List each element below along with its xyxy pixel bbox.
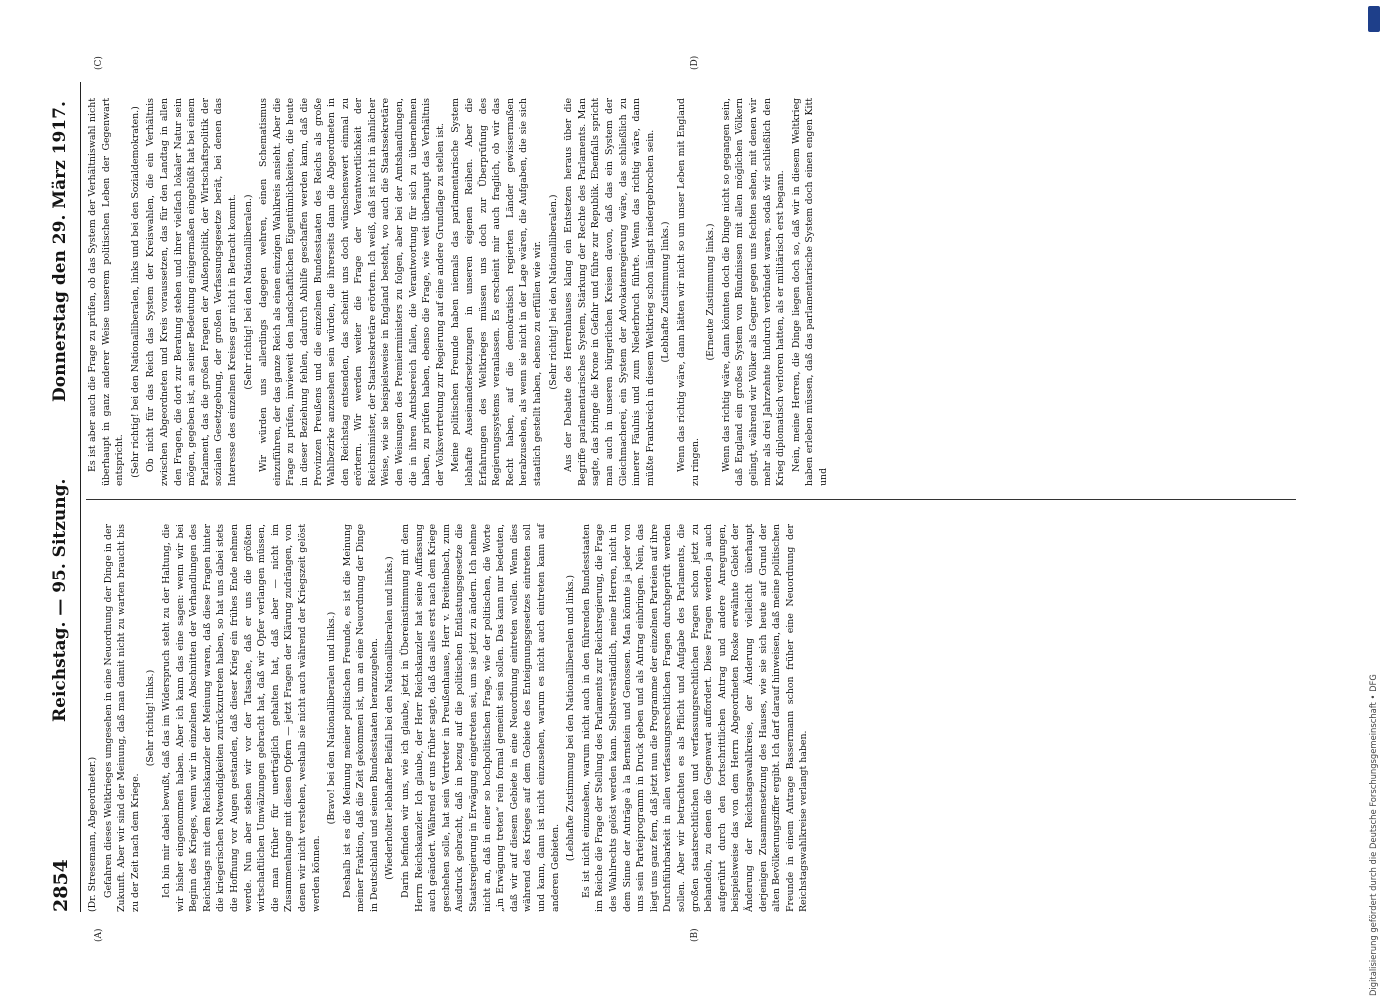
column-divider bbox=[86, 499, 1296, 500]
interjection: (Sehr richtig! bei den Nationalliberalen, links und bei den Sozialdemokraten.) bbox=[129, 106, 141, 478]
interjection: (Bravo! bei den Nationalliberalen und links.) bbox=[326, 611, 338, 825]
left-column bbox=[86, 524, 1271, 912]
paragraph: Aus der Debatte des Herrenhauses klang ein Entsetzen heraus über die Begriffe parlamentarisches System, Stärkung der Rechte des Parlaments. Man sagte, das bringe die Krone in Gefahr und führe zur Republik. Ebenfalls spricht man auch in unseren bürgerlichen Kreisen davon, daß das ein System der Gleichmacherei, ein System der Advokatenregierung wäre, das schließlich zu innerer Fäulnis und zum Niederbruch führte. Wenn das richtig wäre, dann müßte Frankreich in diesem Weltkrieg schon längst niedergebrochen sein. bbox=[563, 98, 656, 486]
right-column bbox=[86, 98, 1326, 486]
margin-marker-d: (D) bbox=[690, 55, 700, 70]
credit-text: Digitalisierung gefördert durch die Deutsche Forschungsgemeinschaft • DFG bbox=[1368, 674, 1378, 996]
header-rule bbox=[80, 82, 81, 912]
paragraph: Darin befinden wir uns, wie ich glaube, jetzt in Übereinstimmung mit dem Herrn Reichskanzler. Ich glaube, der Herr Reichskanzler hat seine Auffassung auch geändert. Während er uns früher sagte, daß das alles erst nach dem Kriege geschehen solle, hat sein Vertreter in Preußenhause, Herr v. Breitenbach, zum Ausdruck gebracht, daß in bezug auf die politischen Entlastungsgesetze die Staatsregierung in Erwägung eingetreten sei, um sie jetzt zu ändern. Ich nehme nicht an, daß in einer so hochpolitischen Frage, wie der politischen, die Worte „in Erwägung treten“ rein formal gemeint sein sollen. Das kann nur bedeuten, daß wir auf diesem Gebiete in eine Neuordnung eintreten wollen. Wenn dies während des Krieges auf dem Gebiete des Enteignungsgesetzes eintreten soll und kann, dann ist nicht einzusehen, warum es nicht auch eintreten kann auf anderen Gebieten. bbox=[400, 524, 561, 912]
margin-marker-a: (A) bbox=[94, 928, 104, 942]
paragraph: Wenn das richtig wäre, dann könnten doch die Dinge nicht so gegangen sein, daß England ein großes System von Bündnissen mit allen möglichen Völkern gelingt, während wir Völker als Gegner gegen uns fechten sehen, mit denen wir mehr als drei Jahrzehnte hindurch verbündet waren, sodaß wir schließlich den Krieg diplomatisch verloren hatten, als er militärisch erst begann. bbox=[720, 98, 787, 486]
interjection: (Sehr richtig! bei den Nationalliberalen.) bbox=[242, 194, 254, 390]
paragraph: Wenn das richtig wäre, dann hätten wir nicht so um unser Leben mit England zu ringen. bbox=[675, 98, 701, 486]
interjection: (Lebhafte Zustimmung bei den Nationalliberalen und links.) bbox=[565, 574, 577, 862]
margin-marker-b: (B) bbox=[690, 928, 700, 942]
interjection: (Wiederholter lebhafter Beifall bei den Nationalliberalen und links.) bbox=[384, 556, 396, 880]
paragraph: Gefahren dieses Weltkrieges umgesehen in eine Neuordnung der Dinge in der Zukunft. Aber wir sind der Meinung, daß man damit nicht zu warten braucht bis zu der Zeit nach dem Kriege. bbox=[102, 524, 141, 912]
interjection: (Sehr richtig! bei den Nationalliberalen.) bbox=[547, 194, 559, 390]
paragraph: Es ist aber auch die Frage zu prüfen, ob das System der Verhältniswahl nicht überhaupt in ganz anderer Weise unserem politischen Leben der Gegenwart entspricht. bbox=[87, 98, 126, 486]
interjection: (Erneute Zustimmung links.) bbox=[705, 223, 717, 361]
paragraph: Wir würden uns allerdings dagegen wehren, einen Schematismus einzuführen, der das ganze Reich als einen einzigen Wahlkreis ansieht. Aber die Frage zu prüfen, inwieweit den landschaftlichen Eigentümlichkeiten, die heute in dieser Beziehung fehlen, dadurch Abhilfe geschaffen werden kann, daß die Provinzen Preußens und die einzelnen Bundesstaaten des Reichs als große Wahlbezirke anzusehen sein würden, die ihrerseits dann die Abgeordneten in den Reichstag entsenden, das scheint uns doch wünschenswert einmal zu erörtern. Wir werden weiter die Frage der Verantwortlichkeit der Reichsminister, der Staatssekretäre erörtern. Ich weiß, daß ist nicht in ähnlicher Weise, wie sie beispielsweise in England besteht, wo auch die Staatssekretäre den Weisungen des Premierministers zu folgen, aber bei der Amtshandlungen, die in ihren Amtsbereich fallen, die Verantwortung für sich zu übernehmen haben, zu prüfen haben, ebenso die Frage, wie weit überhaupt das Verhältnis der Volksvertretung zur Regierung auf eine andere Grundlage zu stellen ist. bbox=[258, 98, 446, 486]
paragraph: Meine politischen Freunde haben niemals das parlamentarische System lebhafte Auseinandersetzungen in unseren eigenen Reihen. Aber die Erfahrungen des Weltkrieges müssen uns doch zur Überprüfung des Regierungssystems veranlassen. Es erscheint mir auch fraglich, ob wir das Recht haben, auf die demokratisch regierten Länder gewissermaßen herabzusehen, als wenn sie nicht in der Lage wären, die Aufgaben, die sie sich staatlich gestellt haben, ebenso zu erfüllen wie wir. bbox=[450, 98, 543, 486]
paragraph: Nein, meine Herren, die Dinge liegen doch so, daß wir in diesem Weltkrieg haben erleben müssen, daß das parlamentarische System doch einen engen Kitt und bbox=[790, 98, 829, 486]
speaker-line: (Dr. Stresemann, Abgeordneter.) bbox=[87, 756, 98, 912]
session-title: Reichstag. — 95. Sitzung. bbox=[50, 478, 70, 722]
paragraph: Ich bin mir dabei bewußt, daß das im Widerspruch steht zu der Haltung, die wir bisher eingenommen haben. Aber ich kann das eine sagen: wenn wir bei Beginn des Krieges, wenn wir in einzelnen Abschnitten der Verhandlungen des Reichstags mit dem Reichskanzler der Meinung waren, daß diese Fragen hinter die kriegerischen Notwendigkeiten zurückzutreten haben, so hat uns dabei stets die Hoffnung vor Augen gestanden, daß dieser Krieg ein frühes Ende nehmen werde. Nun aber stehen wir vor der Tatsache, daß er uns die größten wirtschaftlichen Umwälzungen gebracht hat, daß wir Opfer verlangen müssen, die man früher für unerträglich gehalten hat, daß aber — nicht im Zusammenhange mit diesen Opfern — jetzt Fragen der Klärung zudrängen, von denen wir nicht verstehen, weshalb sie nicht auch während der Kriegszeit gelöst werden können. bbox=[160, 524, 322, 912]
interjection: (Lebhafte Zustimmung links.) bbox=[660, 221, 672, 363]
digitization-credit bbox=[1366, 36, 1380, 996]
margin-marker-c: (C) bbox=[94, 56, 104, 70]
page-header bbox=[42, 82, 78, 912]
session-date: Donnerstag den 29. März 1917. bbox=[50, 101, 70, 402]
paragraph: Deshalb ist es die Meinung meiner politischen Freunde, es ist die Meinung meiner Fraktion, daß die Zeit gekommen ist, um an eine Neuordnung der Dinge in Deutschland und seinen Bundesstaaten heranzugehen. bbox=[341, 524, 380, 912]
paragraph: Ob nicht für das Reich das System der Kreiswahlen, die ein Verhältnis zwischen Abgeordneten und Kreis voraussetzen, das für den Landtag in allen den Fragen, die dort zur Beratung stehen und ihrer vielfach lokaler Natur sein mögen, gegeben ist, an seiner Bedeutung einigermaßen eingebüßt hat bei einem Parlament, das die großen Fragen der Außenpolitik, der Wirtschaftspolitik der sozialen Gesetzgebung, der großen Verfassungsgesetze berät, bei denen das Interesse des einzelnen Kreises gar nicht in Betracht kommt. bbox=[145, 98, 238, 486]
dfg-logo bbox=[1368, 6, 1380, 32]
interjection: (Sehr richtig! links.) bbox=[145, 669, 157, 767]
page-number: 2854 bbox=[50, 859, 72, 912]
paragraph: Es ist nicht einzusehen, warum nicht auch in den führenden Bundesstaaten im Reiche die Frage der Stellung des Parlaments zur Reichsregierung, die Frage des Wahlrechts gelöst werden kann. Selbstverständlich, meine Herren, nicht in dem Sinne der Anträge à la Bernstein und Genossen. Man könnte ja jeder von uns sein Parteiprogramm in Druck geben und als Antrag einbringen. Nein, das liegt uns ganz fern, daß jetzt nun die Programme der einzelnen Parteien auf ihre Durchführbarkeit in allen verfassungsrechtlichen Fragen durchgeprüft werden sollen. Aber wir betrachten es als Pflicht und Aufgabe des Parlaments, die großen staatsrechtlichen und verfassungsrechtlichen Fragen schon jetzt zu behandeln, zu denen die Gegenwart auffordert. Diese Fragen werden ja auch aufgerührt durch den fortschrittlichen Antrag und andere Anregungen, beispielsweise das von dem Herrn Abgeordneten Roske erwähnte Gebiet der Änderung der Reichstagswahlkreise, der Änderung vielleicht überhaupt derjenigen Zusammensetzung des Hauses, wie sie sich heute auf Grund der alten Bevölkerungsziffer ergibt. Ich darf darauf hinweisen, daß meine politischen Freunde in einem Antrage Bassermann schon früher eine Neuordnung der Reichstagswahlkreise verlangt haben. bbox=[580, 524, 810, 912]
